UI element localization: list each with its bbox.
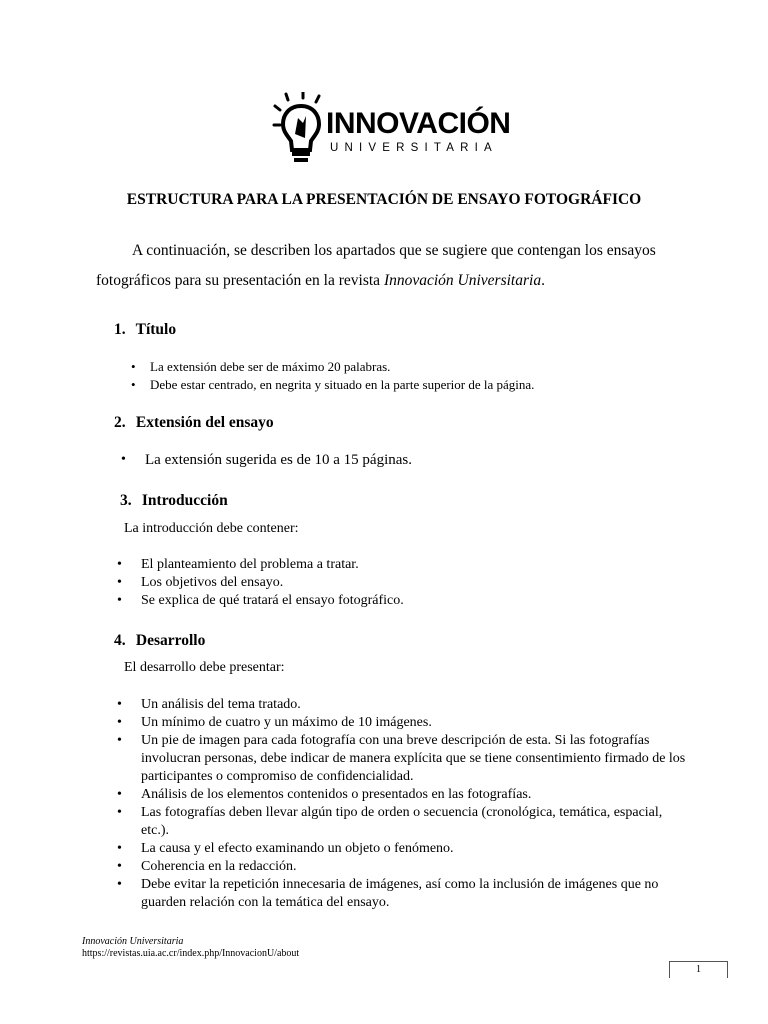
- intro-text: fotográficos para su presentación en la revista: [96, 272, 384, 289]
- section-heading-desarrollo: [114, 631, 205, 651]
- document-title: ESTRUCTURA PARA LA PRESENTACIÓN DE ENSAYO FOTOGRÁFICO: [126, 191, 642, 208]
- section-heading-introduccion: [120, 491, 228, 511]
- intro-period: .: [541, 272, 545, 289]
- section-3-bullets: [116, 556, 716, 610]
- list-item: • La extensión debe ser de máximo 20 palabras.: [131, 358, 711, 376]
- list-item: • Un pie de imagen para cada fotografía con una breve descripción de esta. Si las fotografías involucran personas, debe indicar de manera explícita que se tiene consentimiento firmado de los participantes o compromiso de confidencialidad.: [116, 732, 686, 786]
- logo-subtitle: UNIVERSITARIA: [330, 142, 498, 154]
- footer-url[interactable]: https://revistas.uia.ac.cr/index.php/InnovacionU/about: [82, 948, 300, 959]
- section-2-bullets: [120, 451, 700, 469]
- list-item: • El planteamiento del problema a tratar.: [116, 556, 716, 574]
- section-3-intro: La introducción debe contener:: [124, 521, 299, 536]
- section-4-bullets: [116, 696, 686, 912]
- section-number: 2.: [114, 414, 126, 431]
- list-item: • Debe estar centrado, en negrita y situado en la parte superior de la página.: [131, 376, 711, 394]
- section-number: 1.: [114, 321, 126, 338]
- list-item: • La causa y el efecto examinando un objeto o fenómeno.: [116, 840, 686, 858]
- intro-journal-name: Innovación Universitaria: [383, 272, 542, 289]
- section-title: Desarrollo: [135, 632, 206, 649]
- section-number: 3.: [120, 492, 132, 509]
- journal-logo: [270, 92, 510, 168]
- section-heading-titulo: [114, 320, 176, 340]
- section-title: Extensión del ensayo: [135, 414, 274, 431]
- section-1-bullets: [131, 358, 711, 394]
- list-item: • Un mínimo de cuatro y un máximo de 10 imágenes.: [116, 714, 686, 732]
- section-number: 4.: [114, 632, 126, 649]
- list-item: • Análisis de los elementos contenidos o presentados en las fotografías.: [116, 786, 686, 804]
- section-4-intro: El desarrollo debe presentar:: [124, 660, 285, 675]
- section-title: Título: [135, 321, 177, 338]
- list-item: • Un análisis del tema tratado.: [116, 696, 686, 714]
- section-heading-extension: [114, 413, 274, 433]
- logo-title: INNOVACIÓN: [326, 107, 511, 140]
- intro-line-2: [96, 266, 696, 296]
- intro-paragraph: [96, 236, 696, 296]
- footer-reference: [82, 936, 299, 960]
- intro-line-1: A continuación, se describen los apartados que se sugiere que contengan los ensayos: [132, 242, 656, 259]
- list-item: • Debe evitar la repetición innecesaria de imágenes, así como la inclusión de imágenes que no guarden relación con la temática del ensayo.: [116, 876, 686, 912]
- list-item: • Se explica de qué tratará el ensayo fotográfico.: [116, 592, 716, 610]
- list-item: • Los objetivos del ensayo.: [116, 574, 716, 592]
- footer-journal-name: Innovación Universitaria: [82, 936, 184, 947]
- section-title: Introducción: [141, 492, 228, 509]
- list-item: • Las fotografías deben llevar algún tipo de orden o secuencia (cronológica, temática, espacial, etc.).: [116, 804, 686, 840]
- lightbulb-logo-icon: [270, 92, 330, 168]
- page-number: 1: [669, 961, 728, 978]
- list-item: • Coherencia en la redacción.: [116, 858, 686, 876]
- list-item: • La extensión sugerida es de 10 a 15 páginas.: [120, 451, 700, 469]
